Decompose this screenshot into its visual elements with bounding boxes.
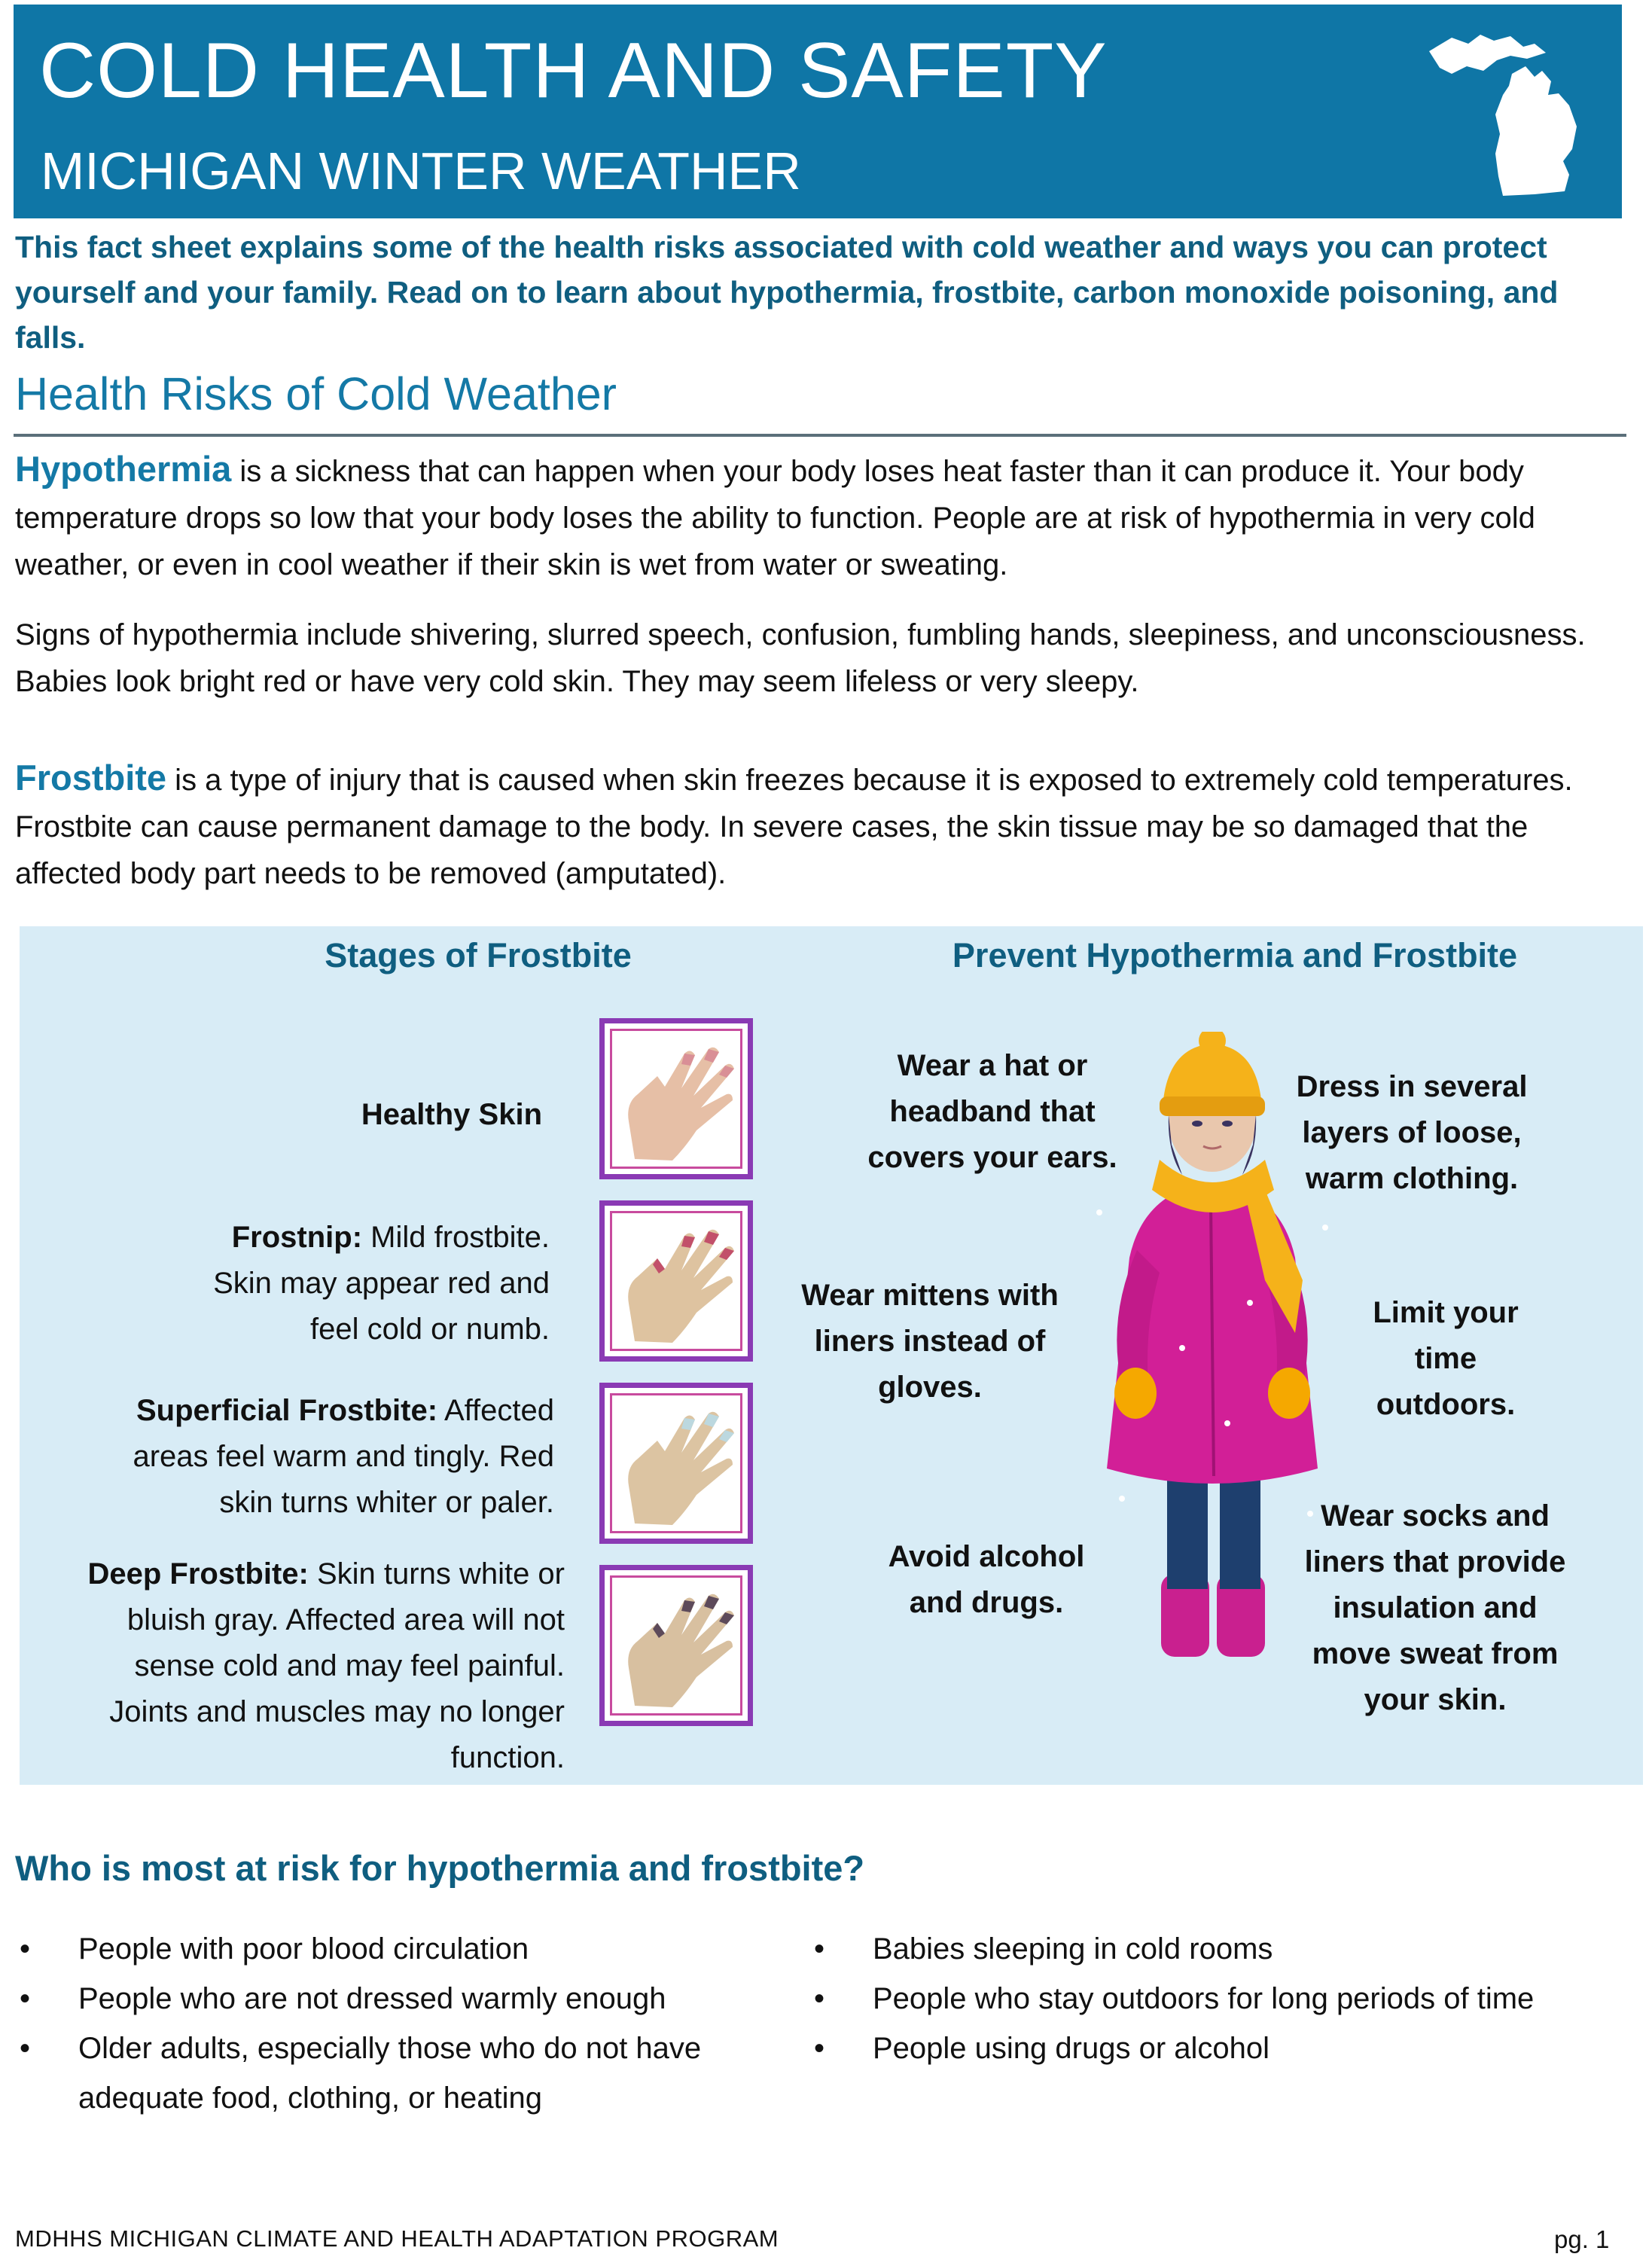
stage-superficial — [113, 1388, 554, 1526]
deep-label: Deep Frostbite: — [87, 1557, 309, 1591]
section-divider — [14, 434, 1626, 437]
frostnip-text: Mild frostbite. Skin may appear red and feel cold or numb. — [213, 1221, 550, 1346]
intro-text: This fact sheet explains some of the health risks associated with cold weather and ways you can protect yourself and your family. Read on to learn about hypothermia, frostbite, carbon monoxide poisoning, and falls. — [15, 230, 1559, 355]
header-banner — [14, 5, 1622, 218]
risk-list-right — [809, 1924, 1638, 2073]
tip-alcohol: Avoid alcohol and drugs. — [888, 1540, 1085, 1619]
stage-deep — [60, 1551, 565, 1781]
footer-program: MDHHS MICHIGAN CLIMATE AND HEALTH ADAPTATION PROGRAM — [15, 2225, 779, 2252]
tip-mittens: Wear mittens with liners instead of gloves. — [801, 1279, 1059, 1404]
tip-socks: Wear socks and liners that provide insulation and move sweat from your skin. — [1304, 1499, 1566, 1716]
frostbite-paragraph — [15, 755, 1626, 897]
stages-heading: Stages of Frostbite — [325, 936, 632, 974]
tip-limit: Limit your time outdoors. — [1373, 1296, 1519, 1421]
deep-text: Skin turns white or bluish gray. Affected area will not sense cold and may feel painful. Joints and muscles may no longer function. — [109, 1557, 565, 1774]
stage-healthy-label: Healthy Skin — [361, 1098, 542, 1131]
risk-section-title: Who is most at risk for hypothermia and frostbite? — [15, 1848, 865, 1888]
frostnip-label: Frostnip: — [231, 1221, 363, 1254]
winter-person-illustration — [1077, 1032, 1355, 1679]
hypothermia-paragraph — [15, 446, 1626, 588]
hypothermia-term: Hypothermia — [15, 449, 232, 489]
tip-hat: Wear a hat or headband that covers your ears. — [867, 1049, 1117, 1174]
list-item: • Babies sleeping in cold rooms — [809, 1924, 1638, 1974]
frostnip-hand-image — [599, 1200, 753, 1362]
frostbite-term: Frostbite — [15, 758, 167, 798]
stage-frostnip — [188, 1215, 550, 1353]
page-subtitle: MICHIGAN WINTER WEATHER — [41, 142, 801, 200]
frostbite-text: is a type of injury that is caused when skin freezes because it is exposed to extremely cold temperatures. Frostbite can cause permanent damage to the body. In severe cases, the skin tissue may be so damaged that the affected body part needs to be removed (amputated). — [15, 764, 1573, 890]
list-item: • People who stay outdoors for long periods of time — [809, 1974, 1638, 2024]
page-title: COLD HEALTH AND SAFETY — [39, 27, 1108, 114]
page-number: pg. 1 — [1554, 2225, 1610, 2253]
prevent-heading: Prevent Hypothermia and Frostbite — [952, 936, 1518, 974]
superficial-label: Superficial Frostbite: — [136, 1394, 438, 1427]
list-item: • People using drugs or alcohol — [809, 2024, 1638, 2073]
section-title: Health Risks of Cold Weather — [15, 368, 617, 419]
deep-hand-image — [599, 1565, 753, 1726]
superficial-hand-image — [599, 1383, 753, 1544]
list-item: • Older adults, especially those who do not have adequate food, clothing, or heating — [15, 2024, 768, 2123]
list-item: • People who are not dressed warmly enough — [15, 1974, 768, 2024]
risk-list-left — [15, 1924, 768, 2123]
healthy-hand-image — [599, 1018, 753, 1179]
superficial-text: Affected areas feel warm and tingly. Red skin turns whiter or paler. — [133, 1394, 554, 1519]
hypothermia-signs: Signs of hypothermia include shivering, slurred speech, confusion, fumbling hands, sleepiness, and unconsciousness. Babies look bright red or have very cold skin. They may seem lifeless or very sleepy. — [15, 618, 1586, 698]
michigan-map-icon — [1422, 21, 1595, 198]
hypothermia-text: is a sickness that can happen when your body loses heat faster than it can produce it. Your body temperature drops so low that your body loses the ability to function. People are at risk of hypothermia in very cold weather, or even in cool weather if their skin is wet from water or sweating. — [15, 455, 1535, 581]
tip-layers: Dress in several layers of loose, warm clothing. — [1296, 1070, 1528, 1195]
list-item: • People with poor blood circulation — [15, 1924, 768, 1974]
